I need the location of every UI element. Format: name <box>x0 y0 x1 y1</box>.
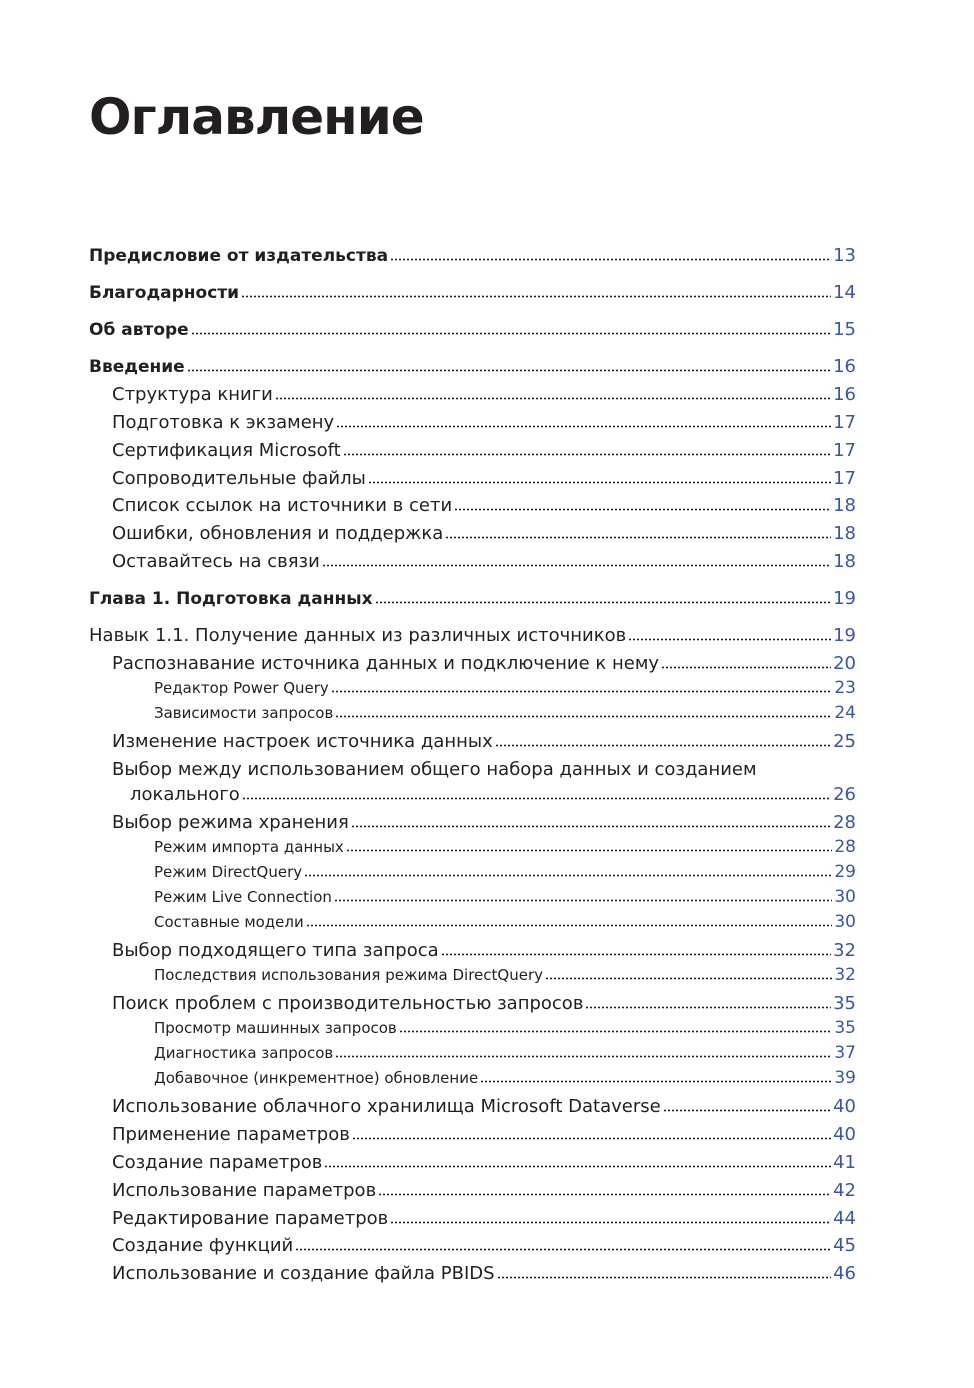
toc-entry-text: Редактор Power Query <box>154 679 329 697</box>
page-number[interactable]: 17 <box>833 468 856 489</box>
toc-entry[interactable] <box>89 245 856 266</box>
dot-leader <box>480 1080 832 1083</box>
toc-entry-text: Режим импорта данных <box>154 838 344 856</box>
toc-entry[interactable] <box>112 523 856 544</box>
toc-entry[interactable] <box>112 653 856 674</box>
dot-leader <box>375 601 832 604</box>
dot-leader <box>324 1165 831 1168</box>
toc-entry[interactable] <box>130 784 856 805</box>
dot-leader <box>191 332 831 335</box>
page-number[interactable]: 26 <box>833 784 856 805</box>
toc-entry-text: Предисловие от издательства <box>89 246 389 266</box>
toc-entry[interactable] <box>112 468 856 489</box>
dot-leader <box>352 1137 831 1140</box>
page-title: Оглавление <box>89 88 424 146</box>
dot-leader <box>242 797 831 800</box>
toc-entry-text: Поиск проблем с производительностью запросов <box>112 993 584 1014</box>
toc-entry[interactable] <box>89 319 856 340</box>
toc-entry-text: Изменение настроек источника данных <box>112 731 493 752</box>
page-number[interactable]: 40 <box>833 1124 856 1145</box>
dot-leader <box>390 1221 831 1224</box>
toc-entry[interactable] <box>112 1180 856 1201</box>
page-number[interactable]: 20 <box>833 653 856 674</box>
toc-entry[interactable] <box>112 1263 856 1284</box>
page-number[interactable]: 16 <box>833 384 856 405</box>
page-number[interactable]: 35 <box>834 1018 856 1038</box>
toc-entry[interactable] <box>89 625 856 646</box>
dot-leader <box>495 744 831 747</box>
toc-entry-text: Выбор подходящего типа запроса <box>112 940 439 961</box>
toc-entry-text: Добавочное (инкрементное) обновление <box>154 1069 479 1087</box>
toc-entry-text: Глава 1. Подготовка данных <box>89 589 373 609</box>
page-number[interactable]: 13 <box>833 245 856 266</box>
page-number[interactable]: 44 <box>833 1208 856 1229</box>
page-number[interactable]: 30 <box>834 912 856 932</box>
toc-entry-text: Создание функций <box>112 1235 294 1256</box>
page-number[interactable]: 40 <box>833 1096 856 1117</box>
toc-entry-text: Использование и создание файла PBIDS <box>112 1263 495 1284</box>
dot-leader <box>343 453 831 456</box>
page-number[interactable]: 28 <box>833 812 856 833</box>
toc-entry[interactable] <box>112 551 856 572</box>
toc-entry-text: Сопроводительные файлы <box>112 468 366 489</box>
dot-leader <box>628 638 831 641</box>
toc-entry-text: Последствия использования режима DirectQuery <box>154 966 543 984</box>
dot-leader <box>306 924 833 927</box>
toc-entry[interactable] <box>112 1235 856 1256</box>
toc-entry[interactable] <box>154 703 856 723</box>
dot-leader <box>378 1193 831 1196</box>
page-number[interactable]: 46 <box>833 1263 856 1284</box>
toc-entry[interactable] <box>154 1018 856 1038</box>
toc-entry-text: Навык 1.1. Получение данных из различных источников <box>89 625 627 646</box>
page-number[interactable]: 41 <box>833 1152 856 1173</box>
dot-leader <box>497 1276 832 1279</box>
toc-entry-text: Выбор режима хранения <box>112 812 349 833</box>
dot-leader <box>454 508 831 511</box>
toc-entry-text: Редактирование параметров <box>112 1208 389 1229</box>
toc-entry[interactable] <box>154 678 856 698</box>
dot-leader <box>241 295 831 298</box>
dot-leader <box>545 977 832 980</box>
toc-entry[interactable] <box>112 384 856 405</box>
dot-leader <box>335 1055 832 1058</box>
page-number[interactable]: 17 <box>833 412 856 433</box>
toc-entry[interactable] <box>112 940 856 961</box>
dot-leader <box>295 1248 831 1251</box>
dot-leader <box>275 397 831 400</box>
dot-leader <box>585 1006 831 1009</box>
page-number[interactable]: 18 <box>833 495 856 516</box>
toc-entry-text: Ошибки, обновления и поддержка <box>112 523 444 544</box>
dot-leader <box>661 666 831 669</box>
page-number[interactable]: 25 <box>833 731 856 752</box>
toc-entry[interactable] <box>112 495 856 516</box>
page-number[interactable]: 19 <box>833 588 856 609</box>
page-number[interactable]: 45 <box>833 1235 856 1256</box>
page-number[interactable]: 32 <box>833 940 856 961</box>
dot-leader <box>331 690 833 693</box>
page-number[interactable]: 18 <box>833 551 856 572</box>
toc-entry-text: Об авторе <box>89 320 189 340</box>
page-number[interactable]: 23 <box>834 678 856 698</box>
dot-leader <box>346 849 833 852</box>
dot-leader <box>663 1109 831 1112</box>
toc-entry[interactable] <box>154 965 856 985</box>
toc-entry[interactable] <box>89 588 856 609</box>
dot-leader <box>304 874 832 877</box>
toc-entry-text: Подготовка к экзамену <box>112 412 335 433</box>
toc-entry-text: Режим Live Connection <box>154 888 332 906</box>
toc-entry-text: Применение параметров <box>112 1124 350 1145</box>
page-number[interactable]: 18 <box>833 523 856 544</box>
toc-entry-text: Распознавание источника данных и подключение к нему <box>112 653 660 674</box>
toc-entry[interactable] <box>154 837 856 857</box>
page-number[interactable]: 32 <box>834 965 856 985</box>
toc-entry[interactable] <box>112 440 856 461</box>
dot-leader <box>187 369 831 372</box>
page-number[interactable]: 15 <box>833 319 856 340</box>
toc-entry-text: Введение <box>89 357 185 377</box>
dot-leader <box>335 715 832 718</box>
page-number[interactable]: 19 <box>833 625 856 646</box>
toc-entry[interactable] <box>154 1068 856 1088</box>
page-number[interactable]: 24 <box>834 703 856 723</box>
toc-entry-text: Просмотр машинных запросов <box>154 1019 397 1037</box>
dot-leader <box>322 564 831 567</box>
toc-entry[interactable] <box>154 1043 856 1063</box>
toc-entry[interactable] <box>112 1096 856 1117</box>
toc-entry[interactable] <box>89 282 856 303</box>
dot-leader <box>399 1030 833 1033</box>
dot-leader <box>445 536 831 539</box>
toc-entry[interactable] <box>154 862 856 882</box>
page-number[interactable]: 37 <box>834 1043 856 1063</box>
page-number[interactable]: 16 <box>833 356 856 377</box>
toc-entry[interactable] <box>154 887 856 907</box>
toc-entry-text: Структура книги <box>112 384 273 405</box>
toc-entry-text: Оставайтесь на связи <box>112 551 320 572</box>
toc-entry[interactable] <box>89 356 856 377</box>
page-number[interactable]: 42 <box>833 1180 856 1201</box>
toc-entry-text: Выбор между использованием общего набора данных и созданием <box>112 759 757 780</box>
toc-entry-text: Использование облачного хранилища Microsoft Dataverse <box>112 1096 661 1117</box>
toc-entry[interactable] <box>112 993 856 1014</box>
toc-entry-text: Режим DirectQuery <box>154 863 303 881</box>
dot-leader <box>351 825 831 828</box>
toc-entry-text: Список ссылок на источники в сети <box>112 495 453 516</box>
page-number[interactable]: 14 <box>833 282 856 303</box>
dot-leader <box>336 425 831 428</box>
toc-entry[interactable] <box>112 1124 856 1145</box>
toc-entry[interactable] <box>112 731 856 752</box>
toc-entry-text: Сертификация Microsoft <box>112 440 341 461</box>
page-number[interactable]: 30 <box>834 887 856 907</box>
toc-entry-text: Диагностика запросов <box>154 1044 334 1062</box>
toc-entry[interactable] <box>112 1208 856 1229</box>
toc-entry-text: Составные модели <box>154 913 304 931</box>
dot-leader <box>390 258 831 261</box>
page-number[interactable]: 29 <box>834 862 856 882</box>
toc-entry-text: Создание параметров <box>112 1152 323 1173</box>
toc-entry[interactable] <box>154 912 856 932</box>
page-number[interactable]: 35 <box>833 993 856 1014</box>
toc-entry-text: локального <box>130 784 240 805</box>
page-number[interactable]: 17 <box>833 440 856 461</box>
page-number[interactable]: 39 <box>834 1068 856 1088</box>
dot-leader <box>368 481 831 484</box>
toc-entry-text: Зависимости запросов <box>154 704 334 722</box>
toc-entry[interactable] <box>112 1152 856 1173</box>
page-number[interactable]: 28 <box>834 837 856 857</box>
dot-leader <box>334 899 832 902</box>
toc-entry-text: Благодарности <box>89 283 240 303</box>
toc-entry[interactable] <box>112 812 856 833</box>
toc-entry[interactable] <box>112 412 856 433</box>
dot-leader <box>441 953 831 956</box>
toc-entry-text: Использование параметров <box>112 1180 377 1201</box>
